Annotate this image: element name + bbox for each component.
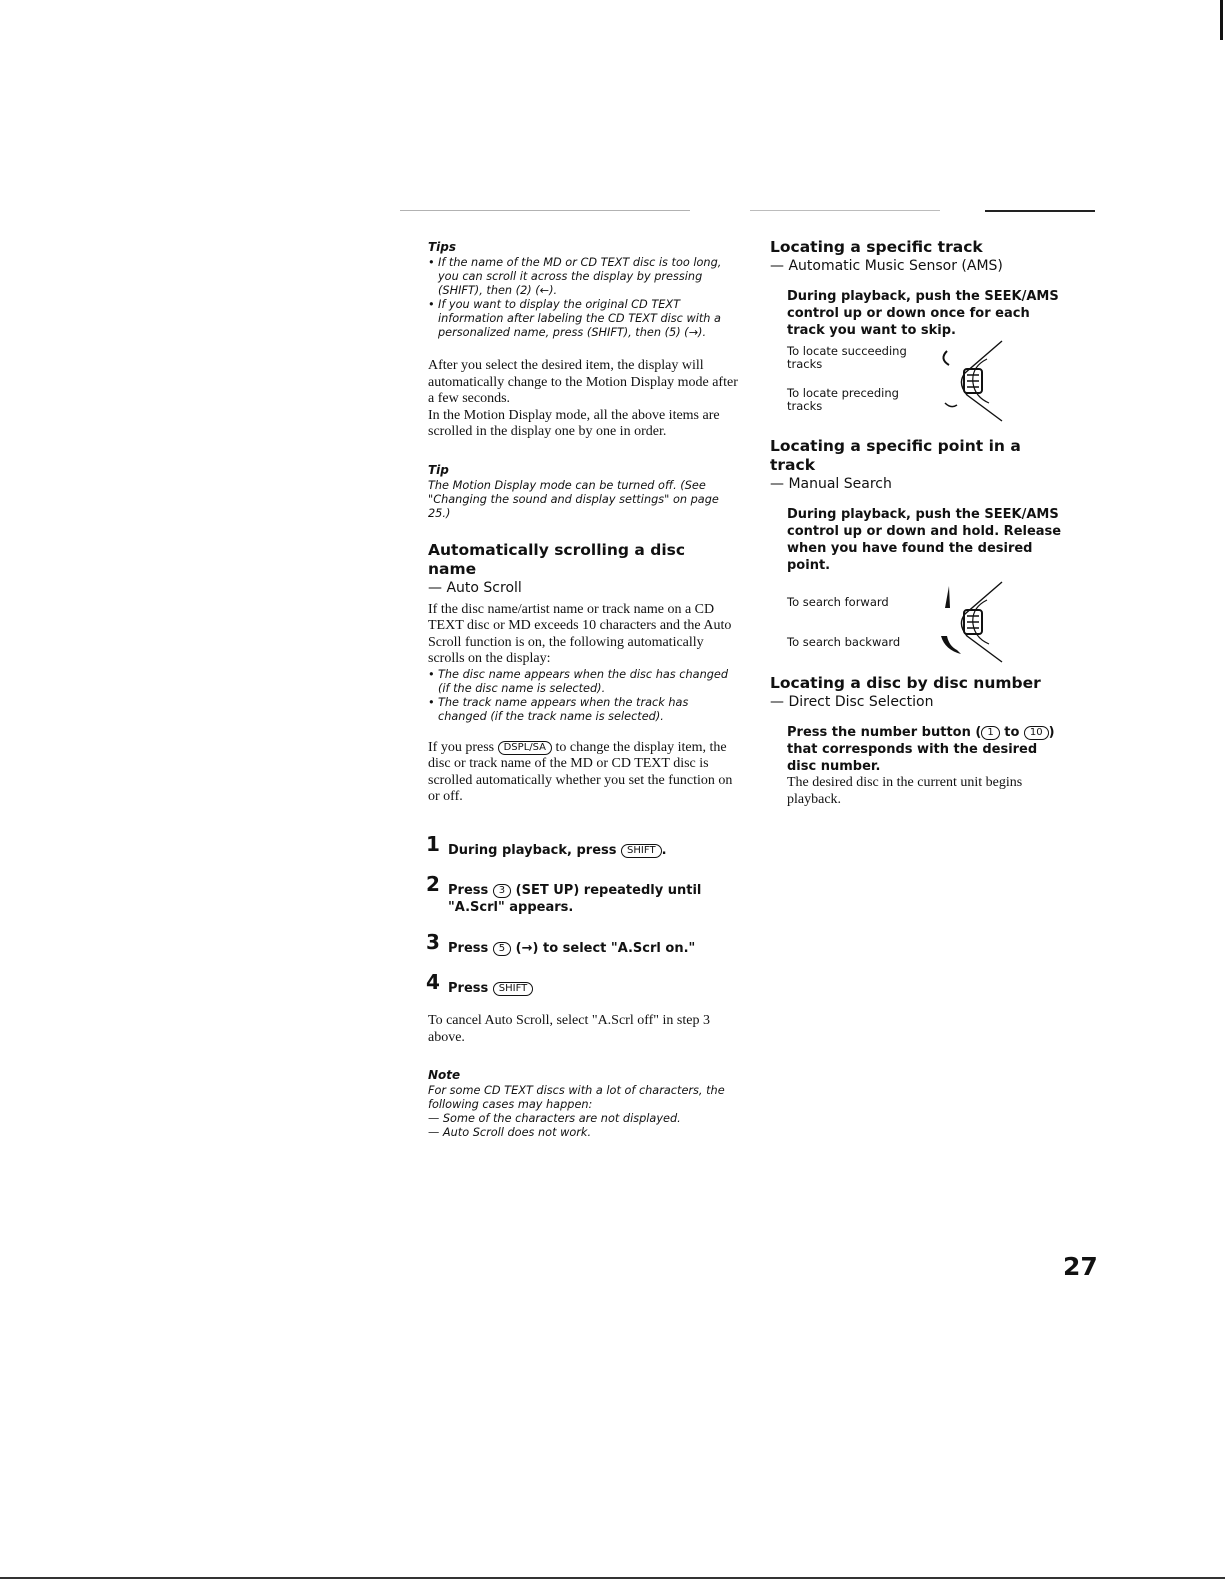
- preceding-label: To locate preceding tracks: [787, 386, 899, 413]
- point-title: Locating a specific point in a track: [770, 437, 1021, 474]
- disc-subtitle: — Direct Disc Selection: [770, 694, 934, 710]
- tip-text: The Motion Display mode can be turned off. (See "Changing the sound and display settings" on page 25.): [428, 478, 719, 520]
- header-rule-right: [985, 210, 1095, 212]
- step-number: 4: [426, 970, 440, 994]
- track-subtitle: — Automatic Music Sensor (AMS): [770, 258, 1003, 274]
- dspl-sa-key: DSPL/SA: [498, 741, 552, 755]
- step-3: 3 Press 5 (→) to select "A.Scrl on.": [426, 930, 696, 956]
- note-line: — Some of the characters are not displayed.: [428, 1112, 681, 1125]
- header-rule-left: [400, 210, 690, 211]
- right-column: [770, 238, 1070, 808]
- step-1: 1 During playback, press SHIFT .: [426, 832, 667, 858]
- motion-para-1: After you select the desired item, the display will automatically change to the Motion Display mode after a few seconds.: [428, 358, 738, 406]
- step-number: 3: [426, 930, 440, 954]
- shift-key: SHIFT: [493, 982, 534, 996]
- scan-bottom-edge: [0, 1577, 1225, 1579]
- point-instruction: During playback, push the SEEK/AMS control up or down and hold. Release when you have found the desired point.: [787, 507, 1062, 573]
- tip-heading: Tip: [428, 462, 449, 477]
- seek-ams-knob-icon: [927, 339, 1007, 423]
- auto-scroll-bullets: [428, 668, 738, 724]
- track-instruction: During playback, push the SEEK/AMS control up or down once for each track you want to skip.: [787, 289, 1059, 338]
- tips-heading: Tips: [428, 240, 457, 254]
- auto-scroll-title: Automatically scrolling a disc name: [428, 540, 686, 578]
- step-number: 1: [426, 832, 440, 856]
- search-forward-label: To search forward: [787, 595, 889, 609]
- disc-result: The desired disc in the current unit begins playback.: [787, 775, 1023, 807]
- tip-item: • If you want to display the original CD TEXT information after labeling the CD TEXT disc with a personalized name, press (SHIFT), then (5) (→).: [428, 298, 738, 340]
- tip-item: • If the name of the MD or CD TEXT disc is too long, you can scroll it across the display by pressing (SHIFT), then (2) (←).: [428, 256, 738, 298]
- page-number: 27: [1063, 1252, 1098, 1281]
- auto-scroll-bullet: • The track name appears when the track has changed (if the track name is selected).: [428, 696, 738, 724]
- number-3-key: 3: [493, 884, 511, 898]
- step-4: 4 Press SHIFT: [428, 980, 728, 997]
- step-2: 2 Press 3 (SET UP) repeatedly until "A.Scrl" appears.: [426, 872, 702, 915]
- succeeding-label: To locate succeeding tracks: [787, 344, 907, 371]
- note-line: For some CD TEXT discs with a lot of characters, the following cases may happen:: [428, 1084, 725, 1111]
- track-title: Locating a specific track: [770, 238, 983, 256]
- header-rule-mid: [750, 210, 940, 211]
- note-heading: Note: [428, 1068, 461, 1082]
- scan-edge-mark: [1220, 0, 1223, 40]
- number-5-key: 5: [493, 942, 511, 956]
- auto-scroll-intro: If the disc name/artist name or track name on a CD TEXT disc or MD exceeds 10 characters and the Auto Scroll function is on, the following automatically scrolls on the display:: [428, 601, 732, 666]
- search-backward-label: To search backward: [787, 635, 901, 649]
- auto-scroll-subtitle: — Auto Scroll: [428, 579, 522, 596]
- manual-search-figure: [787, 574, 1070, 664]
- motion-para-2: In the Motion Display mode, all the above items are scrolled in the display one by one in order.: [428, 407, 720, 439]
- tips-list: [428, 256, 738, 340]
- dspl-para: If you press DSPL/SA to change the display item, the disc or track name of the MD or CD TEXT disc is scrolled automatically whether you set the function on or off.: [428, 739, 733, 804]
- auto-scroll-bullet: • The disc name appears when the disc has changed (if the disc name is selected).: [428, 668, 738, 696]
- point-subtitle: — Manual Search: [770, 476, 892, 492]
- disc-instruction: Press the number button ( 1 to 10 ) that corresponds with the desired disc number.: [787, 725, 1055, 774]
- cancel-block: [428, 1013, 728, 1140]
- seek-ams-knob-hold-icon: [927, 580, 1007, 664]
- cancel-text: To cancel Auto Scroll, select "A.Scrl off" in step 3 above.: [428, 1013, 710, 1045]
- number-1-key: 1: [981, 726, 999, 740]
- disc-title: Locating a disc by disc number: [770, 674, 1041, 692]
- step-number: 2: [426, 872, 440, 896]
- shift-key: SHIFT: [621, 844, 662, 858]
- number-10-key: 10: [1024, 726, 1049, 740]
- ams-figure: [787, 339, 1070, 425]
- left-column: [428, 240, 738, 806]
- note-line: — Auto Scroll does not work.: [428, 1126, 592, 1139]
